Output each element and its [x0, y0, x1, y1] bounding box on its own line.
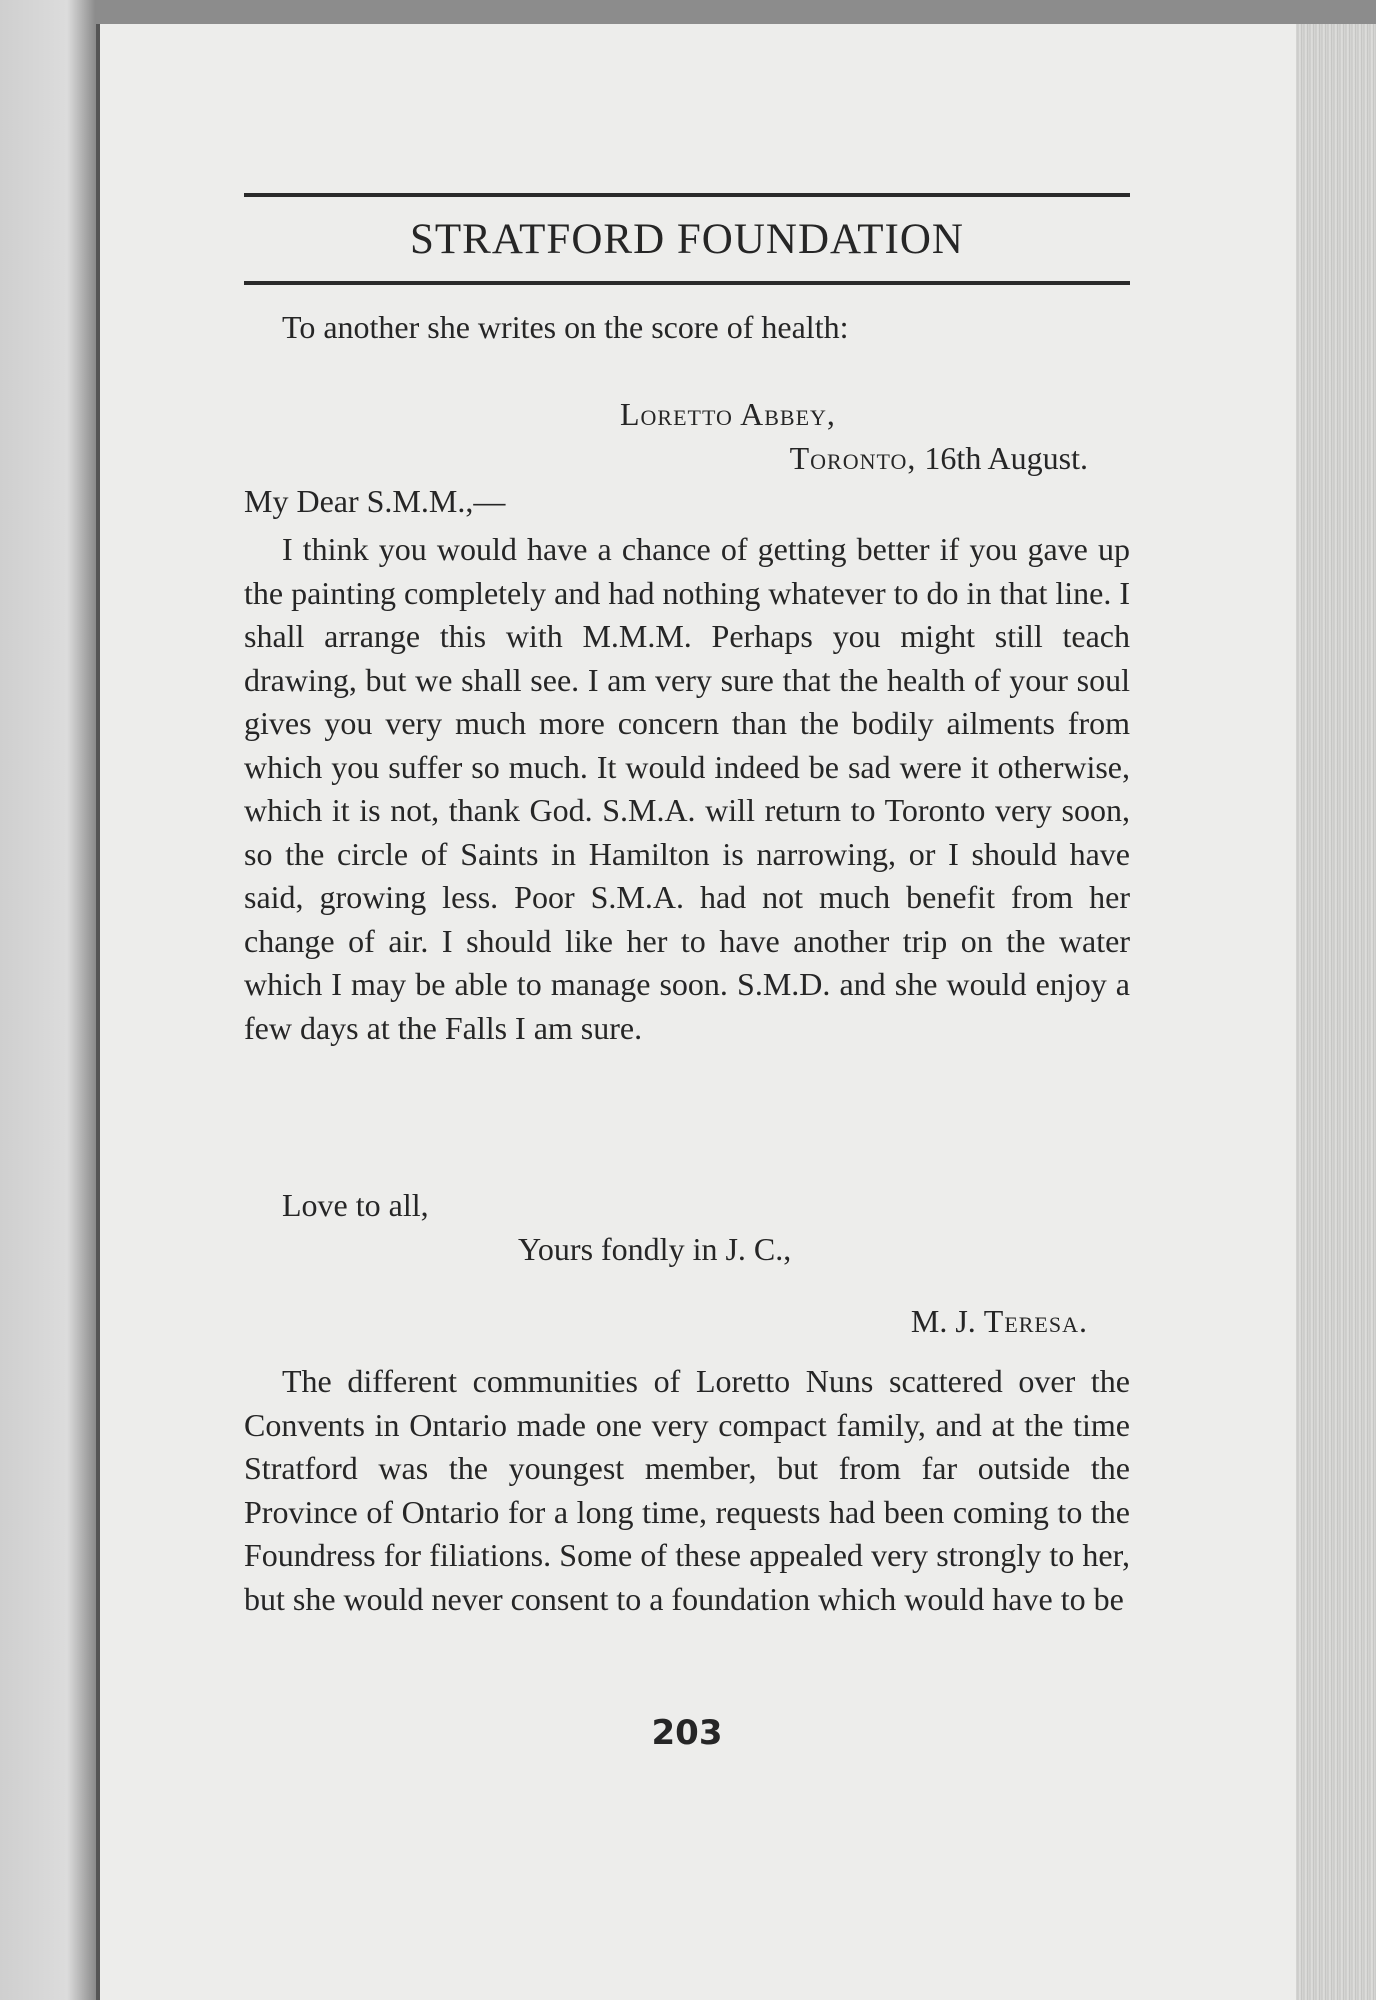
letter-address-line2 — [244, 437, 1130, 481]
scan-left-margin — [0, 0, 96, 2000]
running-head: STRATFORD FOUNDATION — [410, 216, 964, 263]
signature-initials: M. J. — [910, 1303, 976, 1339]
letter-salutation: My Dear S.M.M.,— — [244, 483, 506, 519]
narrative-paragraph: The different communities of Loretto Nuns scattered over the Convents in Ontario made one very compact family, and at the time Stratford was the youngest member, but from far outside the Province of Ontario for a long time, requests had been coming to the Foundress for filiations. Some of these appealed very strongly to her, but she would never consent to a foundation which would have to be — [244, 1363, 1130, 1617]
intro-line: To another she writes on the score of health: — [282, 309, 849, 345]
header-rule-bottom — [244, 281, 1130, 285]
letter-address-line1: Loretto Abbey, — [620, 396, 836, 432]
signature-name: Teresa. — [983, 1303, 1088, 1339]
letter-date: 16th August. — [924, 440, 1088, 476]
letter-address-place: Toronto, — [789, 440, 917, 476]
header-rule-top — [244, 193, 1130, 197]
scan-top-margin — [0, 0, 1376, 24]
letter-signature — [244, 1300, 1130, 1344]
letter-love: Love to all, — [282, 1187, 429, 1223]
letter-closing: Yours fondly in J. C., — [518, 1231, 792, 1267]
page-edge — [1296, 24, 1376, 2000]
letter-body: I think you would have a chance of getting better if you gave up the painting completely and had nothing whatever to do in that line. I shall arrange this with M.M.M. Perhaps you might still teach drawing, but we shall see. I am very sure that the health of your soul gives you very much more concern than the bodily ailments from which you suffer so much. It would indeed be sad were it otherwise, which it is not, thank God. S.M.A. will return to Toronto very soon, so the circle of Saints in Hamilton is narrowing, or I should have said, growing less. Poor S.M.A. had not much benefit from her change of air. I should like her to have another trip on the water which I may be able to manage soon. S.M.D. and she would enjoy a few days at the Falls I am sure. — [244, 531, 1130, 1046]
page-number: 203 — [651, 1713, 723, 1753]
